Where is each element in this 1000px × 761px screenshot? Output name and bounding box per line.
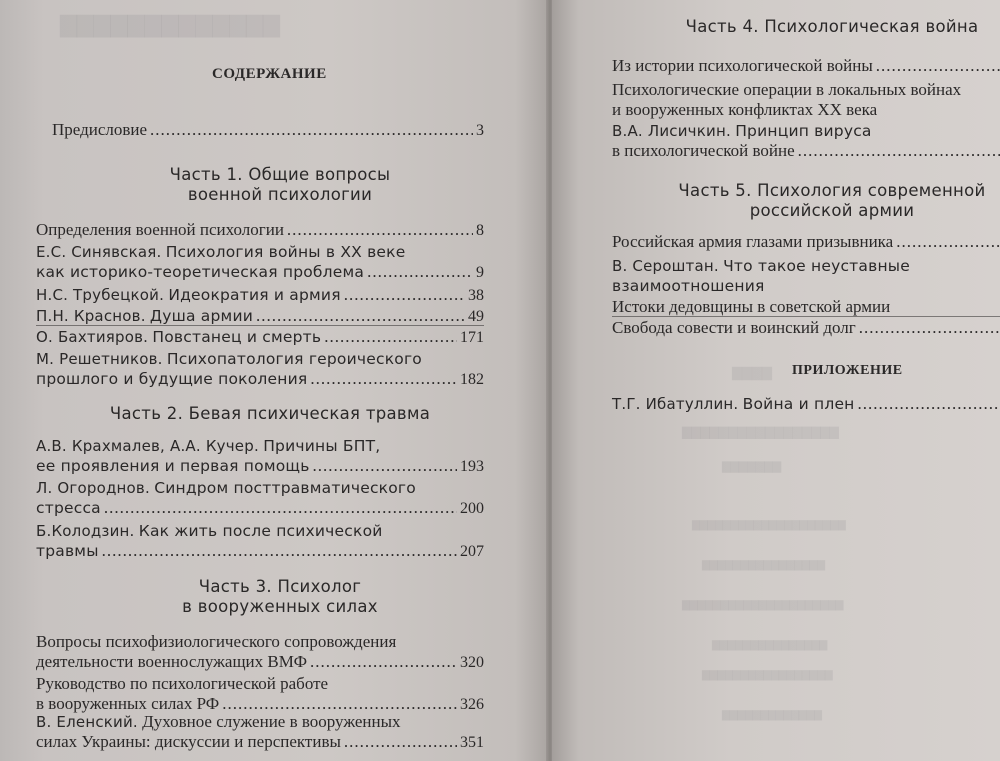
entry-title: Психопатология героического bbox=[166, 350, 422, 368]
entry-title: ее проявления и первая помощь bbox=[36, 457, 310, 475]
toc-entry[interactable] bbox=[612, 121, 1000, 161]
toc-entry-preface[interactable] bbox=[52, 120, 484, 141]
part-1-heading bbox=[100, 165, 460, 205]
entry-page: 3 bbox=[476, 122, 484, 139]
leader-dots bbox=[150, 120, 473, 140]
part-heading-line: российской армии bbox=[749, 201, 915, 220]
part-heading-line: в вооруженных силах bbox=[182, 597, 378, 616]
part-2-heading bbox=[80, 404, 460, 424]
toc-entry[interactable] bbox=[36, 327, 484, 348]
leader-dots bbox=[858, 394, 1000, 414]
entry-title: прошлого и будущие поколения bbox=[36, 370, 308, 388]
toc-entry[interactable] bbox=[612, 318, 1000, 338]
entry-page: 171 bbox=[460, 329, 484, 346]
leader-dots bbox=[313, 456, 457, 476]
entry-title: в вооруженных силах РФ bbox=[36, 694, 220, 713]
appendix-title: ПРИЛОЖЕНИЕ bbox=[792, 363, 903, 378]
toc-entry[interactable] bbox=[36, 632, 484, 673]
toc-entry[interactable] bbox=[36, 285, 484, 306]
entry-title: Духовное служение в вооруженных bbox=[142, 712, 401, 731]
leader-dots bbox=[896, 232, 1000, 252]
entry-page: 320 bbox=[460, 654, 484, 671]
leader-dots bbox=[310, 369, 457, 389]
toc-entry[interactable] bbox=[612, 56, 1000, 76]
leader-dots bbox=[256, 306, 465, 326]
toc-entry[interactable] bbox=[36, 521, 484, 562]
entry-author: Л. Огороднов. bbox=[36, 479, 150, 497]
entry-page: 182 bbox=[460, 371, 484, 388]
entry-page: 193 bbox=[460, 458, 484, 475]
underline-rule bbox=[36, 325, 484, 326]
toc-entry[interactable] bbox=[36, 349, 484, 390]
leader-dots bbox=[324, 327, 457, 347]
leader-dots bbox=[104, 498, 457, 518]
toc-entry[interactable] bbox=[612, 297, 1000, 317]
entry-author: А.В. Крахмалев, А.А. Кучер. bbox=[36, 437, 259, 455]
part-4-heading bbox=[652, 17, 1000, 37]
entry-title: как историко-теоретическая проблема bbox=[36, 263, 365, 281]
leader-dots bbox=[310, 652, 457, 672]
entry-author: В. Сероштан. bbox=[612, 257, 719, 275]
entry-title: Повстанец и смерть bbox=[152, 328, 322, 346]
entry-title: Идеократия и армия bbox=[168, 286, 341, 304]
toc-entry[interactable] bbox=[612, 256, 1000, 296]
toc-entry[interactable] bbox=[36, 436, 484, 477]
part-3-heading bbox=[100, 577, 460, 617]
leader-dots bbox=[222, 694, 457, 714]
entry-title: Причины БПТ, bbox=[263, 437, 381, 455]
entry-title: взаимоотношения bbox=[612, 277, 765, 295]
entry-title: силах Украины: дискуссии и перспективы bbox=[36, 732, 341, 751]
part-5-heading bbox=[642, 181, 1000, 221]
right-page: ▇▇▇▇ ▇▇▇▇▇▇▇▇▇▇▇▇▇▇▇▇▇ ▇▇▇▇▇▇▇ ▇▇▇▇▇▇▇▇▇▇▇▇▇▇▇▇▇▇▇▇ ▇▇▇▇▇▇▇▇▇▇▇▇▇▇▇▇ ▇▇▇▇▇▇▇▇▇▇▇▇▇▇▇▇▇▇▇▇▇ ▇▇▇▇▇▇▇▇▇▇▇▇▇▇▇ ▇▇▇▇▇▇▇▇▇▇▇▇▇▇▇▇▇ ▇▇▇▇▇▇▇▇▇▇▇▇▇ Часть 4. Психологическая война Из истории психологической войны ..... Психологические операции в локальных войнах и вооруженных конфликтах XX века В.А. Лисичкин. Принцип вируса в психологической войне ..... Часть 5. Психология современной российской армии Российская армия глазами призывника ..... В. Сероштан. Что такое неуставные взаимоотношения Истоки дедовщины в советской армии Свобода совести и воинский долг ..... ПРИЛОЖЕНИЕ Т.Г. Ибатуллин. Война и плен ..... bbox=[552, 0, 1000, 761]
entry-page: 8 bbox=[476, 222, 484, 239]
toc-entry[interactable] bbox=[36, 712, 484, 753]
entry-title: Принцип вируса bbox=[735, 122, 872, 140]
entry-title: Предисловие bbox=[52, 120, 148, 139]
entry-title: Синдром посттравматического bbox=[154, 479, 416, 497]
entry-author: В.А. Лисичкин. bbox=[612, 122, 731, 140]
entry-author: М. Решетников. bbox=[36, 350, 163, 368]
leader-dots bbox=[287, 220, 473, 240]
entry-author: Е.С. Синявская. bbox=[36, 243, 162, 261]
entry-title: Свобода совести и воинский долг bbox=[612, 318, 856, 337]
entry-title: Психологические операции в локальных войнах bbox=[612, 80, 962, 99]
part-heading-line: Часть 1. Общие вопросы bbox=[169, 165, 391, 184]
entry-page: 9 bbox=[476, 264, 484, 281]
part-heading-line: Часть 4. Психологическая война bbox=[685, 17, 979, 36]
entry-page: 207 bbox=[460, 543, 484, 560]
leader-dots bbox=[344, 285, 465, 305]
entry-author: Б.Колодзин. bbox=[36, 522, 135, 540]
leader-dots bbox=[798, 141, 1000, 161]
left-page: ▇▇▇▇▇▇▇▇▇▇▇▇▇ СОДЕРЖАНИЕ Предисловие ..... 3 Часть 1. Общие вопросы военной психологии Определения военной психологии ..... 8 Е.С. Синявская. Психология войны в XX веке как историко-теоретическая проблема ..... 9 Н.С. Трубецкой. Идеократия и армия ..... 38 П.Н. Краснов. Душа армии ..... 49 О. Бахтияров. Повстанец и смерть ..... 171 М. Решетников. Психопатология героического прошлого и будущие поколения ..... 182 Часть 2. Бевая психическая травма А.В. Крахмалев, А.А. Кучер. Причины БПТ, ее проявления и первая помощь ..... 193 Л. Огороднов. Синдром посттравматического стресса ..... 200 Б.Колодзин. Как жить после психической травмы ..... 207 Часть 3. Психолог в вооруженных силах Вопросы психофизиологического сопровождения деятельности военнослужащих ВМФ ..... 320 Руководство по психологической работе в вооруженных силах РФ ..... 326 В. Еленский. Духовное служение в вооруженных силах Украины: дискуссии и перспективы ..... 351 bbox=[0, 0, 548, 761]
entry-page: 326 bbox=[460, 696, 484, 713]
entry-author: О. Бахтияров. bbox=[36, 328, 149, 346]
contents-title: СОДЕРЖАНИЕ bbox=[212, 66, 327, 82]
entry-author: Т.Г. Ибатуллин. bbox=[612, 395, 739, 413]
toc-entry[interactable] bbox=[36, 220, 484, 241]
entry-title: Война и плен bbox=[742, 395, 855, 413]
part-heading-line: Часть 3. Психолог bbox=[198, 577, 362, 596]
leader-dots bbox=[876, 56, 1000, 76]
entry-title: Руководство по психологической работе bbox=[36, 674, 329, 693]
underline-rule bbox=[612, 316, 1000, 317]
entry-page: 200 bbox=[460, 500, 484, 517]
toc-entry-appendix[interactable] bbox=[612, 394, 1000, 414]
toc-entry[interactable] bbox=[612, 232, 1000, 252]
entry-title: Как жить после психической bbox=[138, 522, 383, 540]
entry-title: Вопросы психофизиологического сопровождения bbox=[36, 632, 397, 651]
entry-page: 38 bbox=[468, 287, 484, 304]
entry-title: в психологической войне bbox=[612, 141, 795, 160]
entry-title: стресса bbox=[36, 499, 101, 517]
entry-author: Н.С. Трубецкой. bbox=[36, 286, 165, 304]
entry-author: В. Еленский. bbox=[36, 713, 138, 731]
entry-title: и вооруженных конфликтах XX века bbox=[612, 100, 878, 119]
entry-page: 49 bbox=[468, 308, 484, 325]
toc-entry[interactable] bbox=[36, 306, 484, 327]
leader-dots bbox=[367, 262, 473, 282]
leader-dots bbox=[102, 541, 457, 561]
entry-page: 351 bbox=[460, 734, 484, 751]
entry-author: П.Н. Краснов. bbox=[36, 307, 146, 325]
leader-dots bbox=[344, 732, 457, 752]
entry-title: деятельности военнослужащих ВМФ bbox=[36, 652, 308, 671]
part-heading-line: военной психологии bbox=[187, 185, 373, 204]
entry-title: Из истории психологической войны bbox=[612, 56, 873, 75]
toc-entry[interactable] bbox=[36, 674, 484, 715]
toc-entry[interactable] bbox=[612, 80, 1000, 120]
toc-entry[interactable] bbox=[36, 478, 484, 519]
entry-title: Российская армия глазами призывника bbox=[612, 232, 894, 251]
part-heading-line: Часть 2. Бевая психическая травма bbox=[109, 404, 431, 423]
entry-title: Истоки дедовщины в советской армии bbox=[612, 297, 891, 316]
entry-title: Определения военной психологии bbox=[36, 220, 284, 239]
toc-entry[interactable] bbox=[36, 242, 484, 283]
entry-title: Душа армии bbox=[149, 307, 253, 325]
entry-title: Психология войны в XX веке bbox=[165, 243, 406, 261]
part-heading-line: Часть 5. Психология современной bbox=[678, 181, 986, 200]
leader-dots bbox=[859, 318, 1000, 338]
entry-title: Что такое неуставные bbox=[723, 257, 910, 275]
entry-title: травмы bbox=[36, 542, 99, 560]
